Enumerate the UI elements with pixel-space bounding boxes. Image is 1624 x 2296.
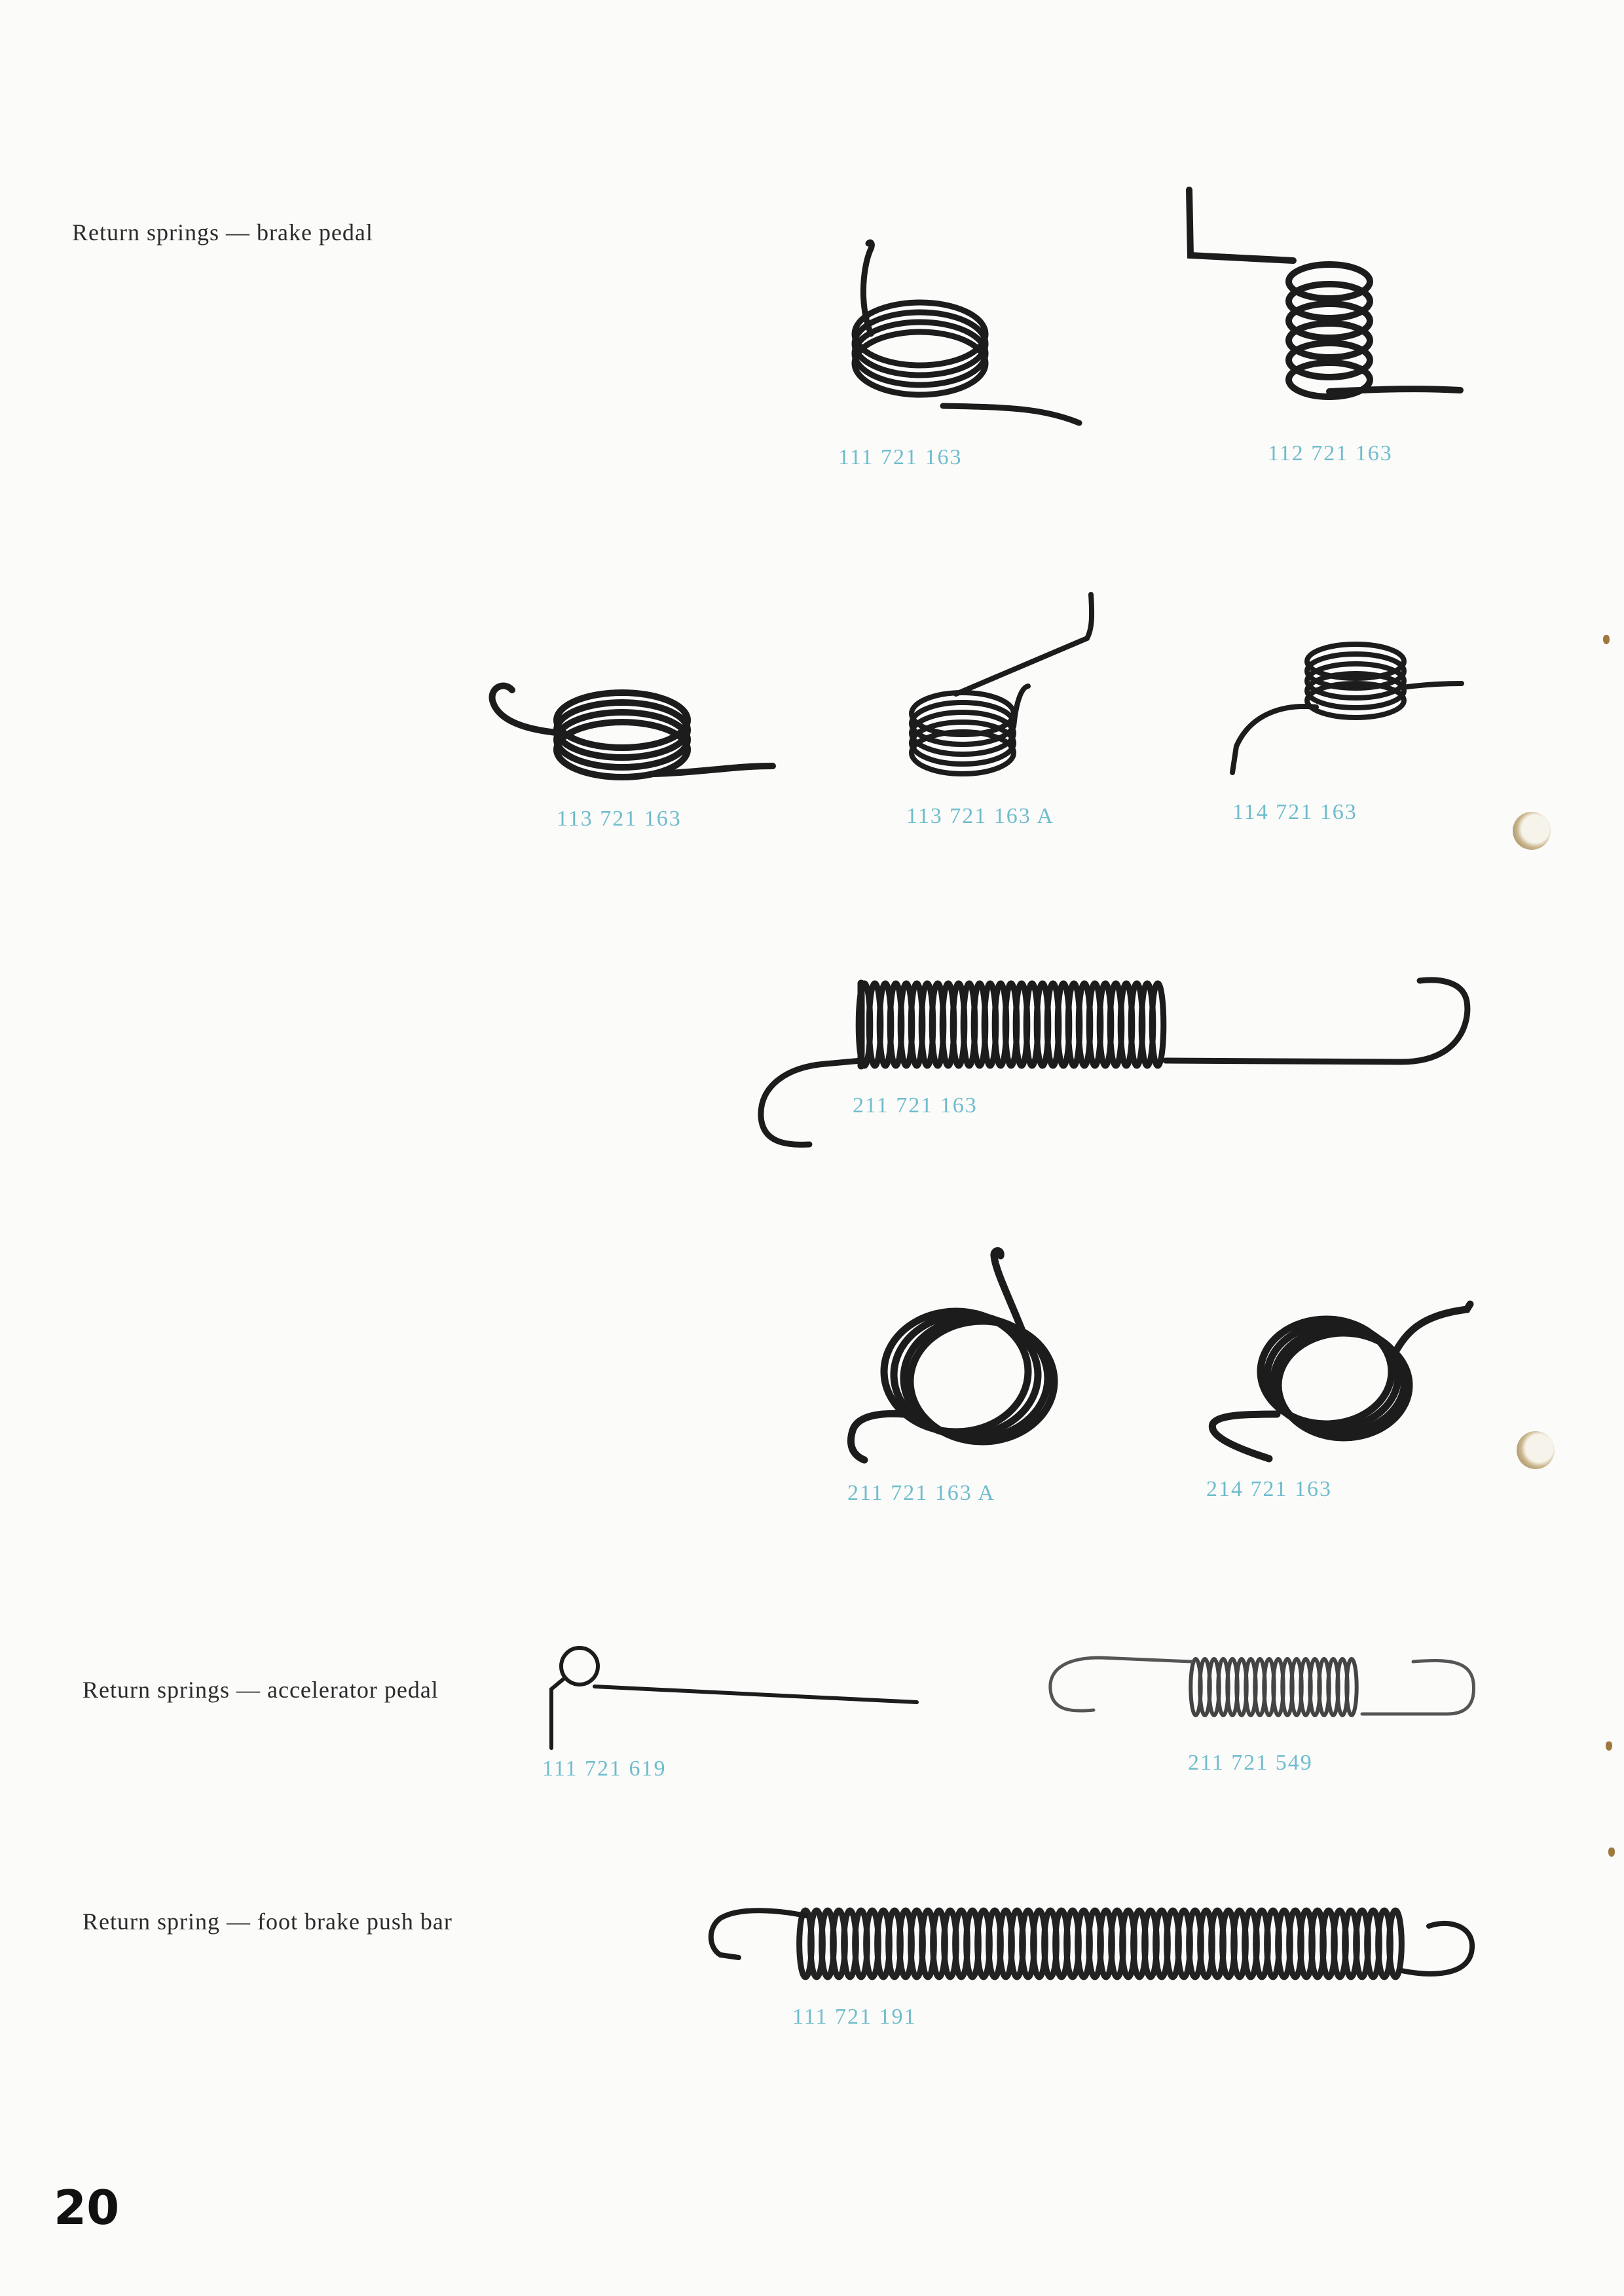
- margin-speck: [1603, 635, 1610, 644]
- part-number-211-721-549: 211 721 549: [1188, 1751, 1313, 1775]
- part-number-214-721-163: 214 721 163: [1206, 1477, 1332, 1501]
- spring-image-211-721-163: [747, 969, 1480, 1152]
- part-number-211-721-163-a: 211 721 163 A: [847, 1481, 995, 1505]
- section-label-brake-pedal: Return springs — brake pedal: [72, 219, 373, 246]
- binder-hole-lower: [1517, 1431, 1555, 1469]
- part-number-112-721-163: 112 721 163: [1268, 441, 1393, 465]
- part-number-211-721-163: 211 721 163: [853, 1093, 978, 1118]
- spring-image-113-721-163: [485, 668, 786, 799]
- part-number-111-721-163: 111 721 163: [838, 445, 963, 469]
- spring-image-111-721-619: [537, 1637, 923, 1755]
- margin-speck: [1608, 1848, 1615, 1857]
- section-label-foot-brake-push-bar: Return spring — foot brake push bar: [83, 1908, 452, 1935]
- part-number-113-721-163: 113 721 163: [557, 807, 682, 831]
- part-number-111-721-619: 111 721 619: [542, 1757, 667, 1781]
- section-label-accelerator-pedal: Return springs — accelerator pedal: [83, 1677, 439, 1703]
- spring-image-111-721-163: [832, 236, 1094, 432]
- spring-image-211-721-549: [1041, 1637, 1486, 1741]
- spring-image-214-721-163: [1205, 1290, 1480, 1480]
- spring-image-211-721-163-a: [845, 1244, 1094, 1480]
- spring-image-113-721-163-a: [897, 589, 1107, 792]
- page-number: 20: [54, 2180, 120, 2235]
- binder-hole-upper: [1513, 812, 1551, 850]
- part-number-111-721-191: 111 721 191: [792, 2005, 917, 2029]
- spring-image-114-721-163: [1225, 642, 1473, 786]
- spring-image-111-721-191: [701, 1892, 1486, 1997]
- part-number-114-721-163: 114 721 163: [1232, 800, 1357, 824]
- part-number-113-721-163-a: 113 721 163 A: [906, 804, 1054, 828]
- margin-speck: [1606, 1741, 1612, 1751]
- spring-image-112-721-163: [1179, 183, 1480, 426]
